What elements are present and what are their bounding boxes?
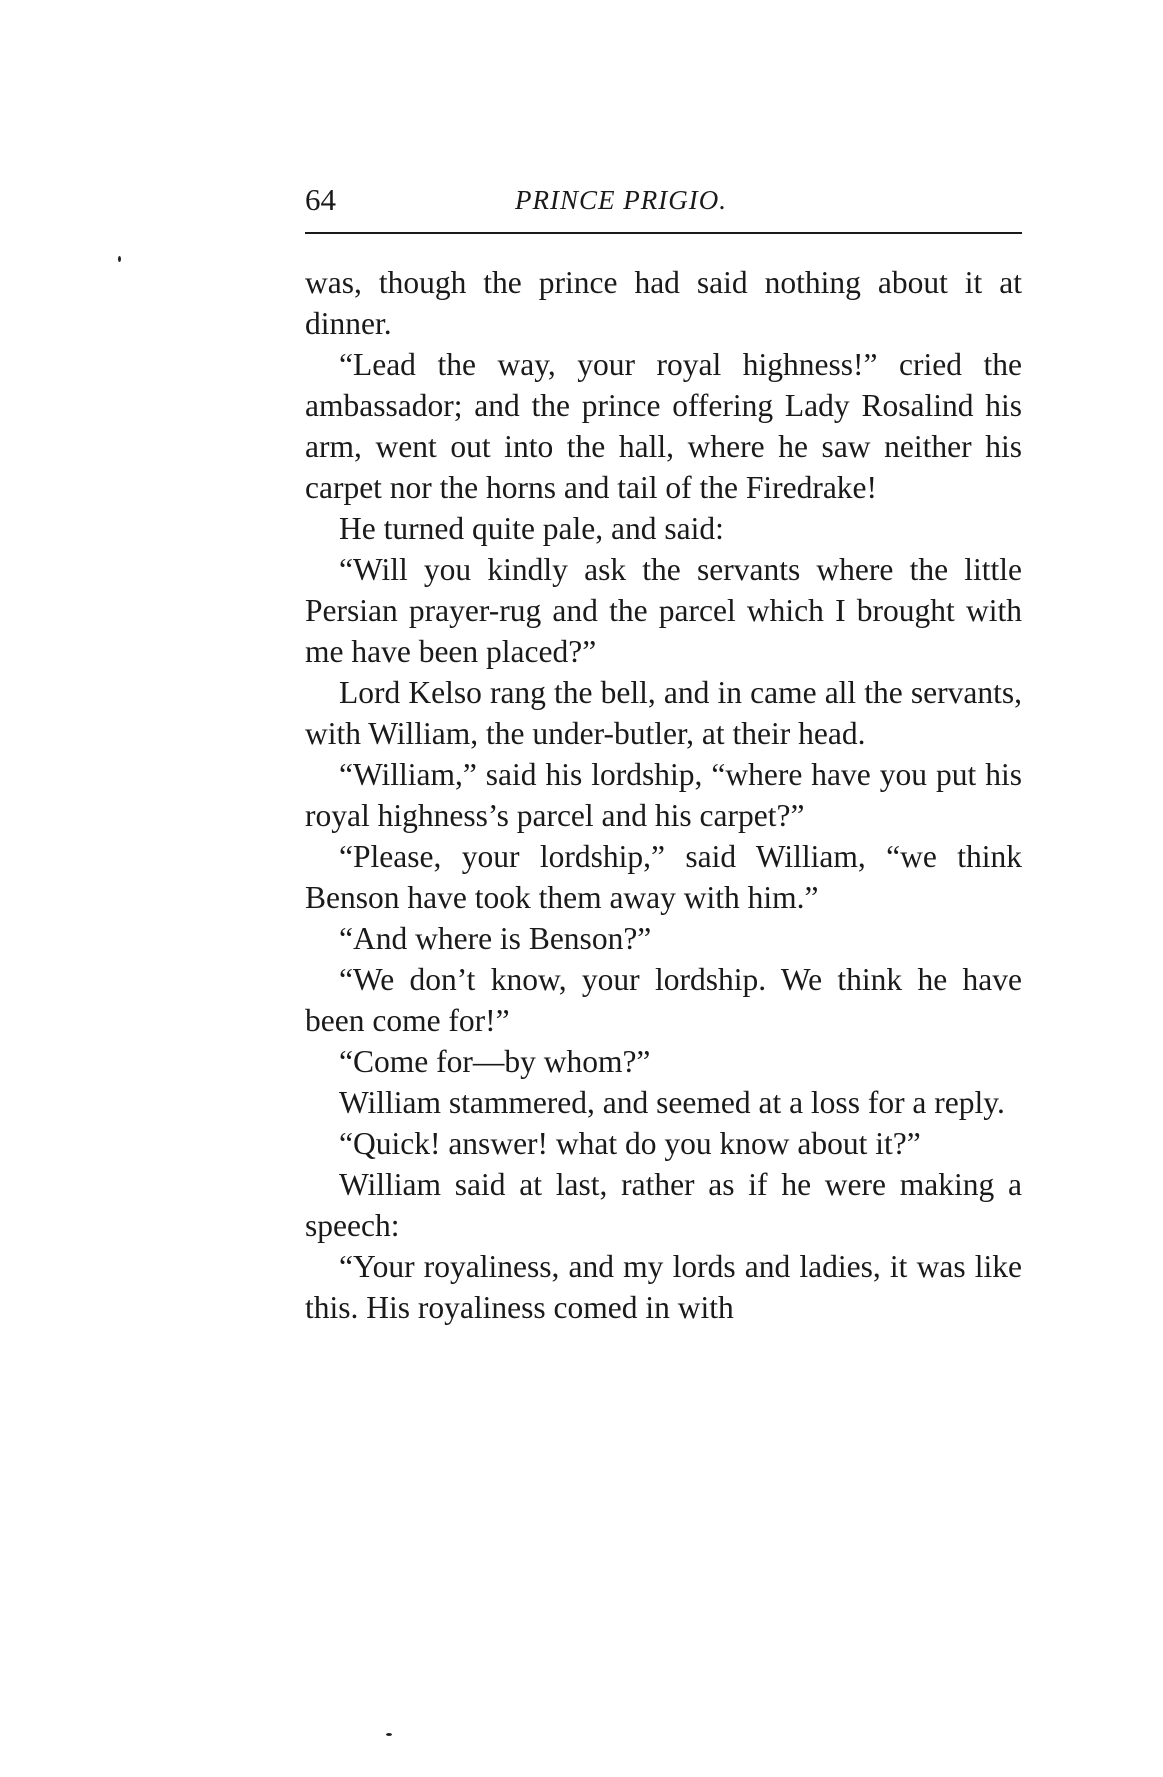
paragraph: “Quick! answer! what do you know about it?”: [339, 1126, 921, 1161]
paragraph: “Please, your lordship,” said William, “we think Benson have took them away with him.”: [305, 839, 1022, 915]
paragraph: “And where is Benson?”: [339, 921, 652, 956]
paragraph: “William,” said his lordship, “where have you put his royal highness’s parcel and his carpet?”: [305, 757, 1022, 833]
page-number: 64: [305, 182, 336, 217]
print-speck: [118, 256, 121, 262]
paragraph: Lord Kelso rang the bell, and in came all the servants, with William, the under-butler, at their head.: [305, 675, 1022, 751]
running-head: [305, 180, 1022, 224]
paragraph: William stammered, and seemed at a loss for a reply.: [339, 1085, 1005, 1120]
paragraph: “Lead the way, your royal highness!” cried the ambassador; and the prince offering Lady Rosalind his arm, went out into the hall, where he saw neither his carpet nor the horns and tail of the Firedrake!: [305, 347, 1022, 505]
print-speck: [386, 1733, 392, 1736]
paragraph: “Will you kindly ask the servants where the little Persian prayer-rug and the parcel which I brought with me have been placed?”: [305, 552, 1022, 669]
header-rule: [305, 232, 1022, 234]
body-text: [305, 262, 1022, 1328]
paragraph: He turned quite pale, and said:: [339, 511, 724, 546]
paragraph: “Your royaliness, and my lords and ladies, it was like this. His royaliness comed in with: [305, 1249, 1022, 1325]
running-title: PRINCE PRIGIO.: [515, 185, 727, 215]
paragraph: was, though the prince had said nothing about it at dinner.: [305, 265, 1022, 341]
paragraph: William said at last, rather as if he were making a speech:: [305, 1167, 1022, 1243]
paragraph: “We don’t know, your lordship. We think he have been come for!”: [305, 962, 1022, 1038]
paragraph: “Come for—by whom?”: [339, 1044, 651, 1079]
